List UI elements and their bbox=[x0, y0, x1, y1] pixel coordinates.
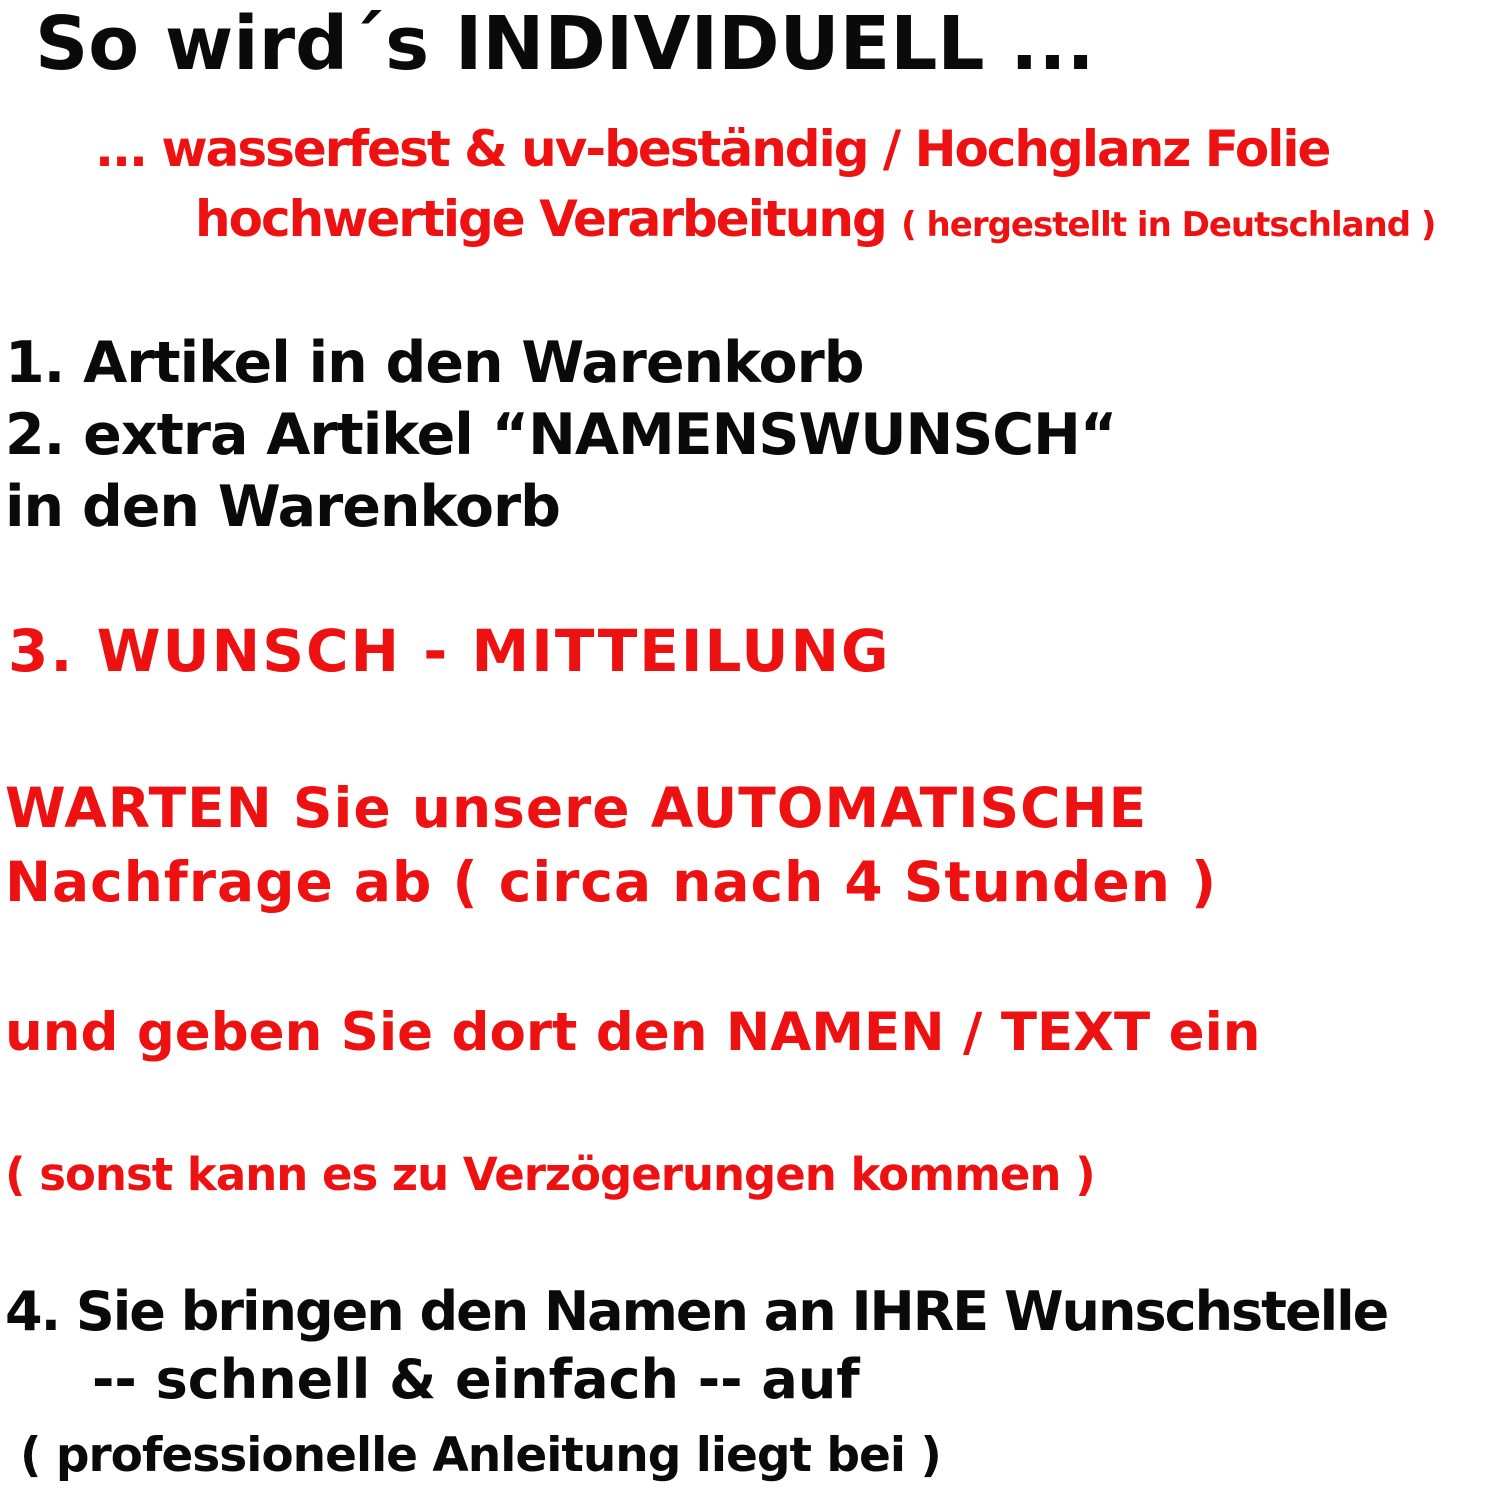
step-2-continuation: in den Warenkorb bbox=[5, 474, 560, 540]
subtitle-waterproof-line: ... wasserfest & uv-beständig / Hochglanz Folie bbox=[95, 120, 1330, 178]
subtitle-made-in-germany-note: ( hergestellt in Deutschland ) bbox=[901, 205, 1436, 245]
warten-note-line2: Nachfrage ab ( circa nach 4 Stunden ) bbox=[5, 850, 1218, 914]
warten-note-line1: WARTEN Sie unsere AUTOMATISCHE bbox=[5, 776, 1148, 840]
step-4-apply-name: 4. Sie bringen den Namen an IHRE Wunschstelle bbox=[5, 1280, 1388, 1343]
step-1-add-to-cart: 1. Artikel in den Warenkorb bbox=[5, 330, 864, 396]
step-4-instructions-note: ( professionelle Anleitung liegt bei ) bbox=[20, 1428, 941, 1483]
step-3-wunsch-mitteilung: 3. WUNSCH - MITTEILUNG bbox=[8, 617, 891, 685]
subtitle-quality-main: hochwertige Verarbeitung bbox=[195, 190, 886, 248]
step-2-extra-article: 2. extra Artikel “NAMENSWUNSCH“ bbox=[5, 402, 1117, 468]
delay-warning-line: ( sonst kann es zu Verzögerungen kommen ) bbox=[5, 1148, 1095, 1201]
step-4-continuation: -- schnell & einfach -- auf bbox=[92, 1348, 860, 1411]
page-title: So wird´s INDIVIDUELL ... bbox=[35, 1, 1095, 87]
subtitle-quality-line bbox=[195, 192, 1435, 247]
enter-name-text-line: und geben Sie dort den NAMEN / TEXT ein bbox=[5, 1002, 1261, 1063]
